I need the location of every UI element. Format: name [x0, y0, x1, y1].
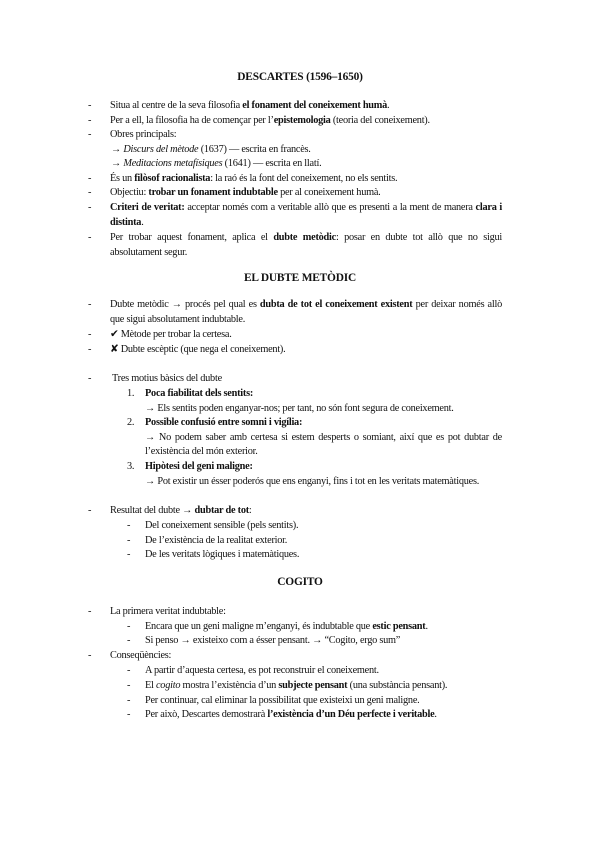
section-title: EL DUBTE METÒDIC — [244, 272, 356, 284]
sub-item: - Encara que un geni maligne m’enganyi, és indubtable que estic pensant. — [127, 621, 428, 632]
sub-item: - Del coneixement sensible (pels sentits). — [127, 520, 299, 531]
list-item: - És un filòsof racionalista: la raó és la font del coneixement, no els sentits. — [88, 173, 398, 184]
list-item: - Criteri de veritat: acceptar només com a veritable allò que es presenti a la ment de manera clara i distinta. — [88, 202, 503, 228]
section-title: COGITO — [277, 576, 323, 588]
work-item: → Discurs del mètode (1637) — escrita en francès. — [111, 144, 311, 155]
sub-item: - A partir d’aquesta certesa, es pot reconstruir el coneixement. — [127, 665, 379, 676]
sub-item: - Per continuar, cal eliminar la possibilitat que existeixi un geni maligne. — [127, 695, 420, 706]
list-item: - Obres principals: — [88, 129, 177, 140]
check-icon: ✔ — [110, 329, 119, 340]
list-item: - Situa al centre de la seva filosofia el fonament del coneixement humà. — [88, 100, 390, 111]
sub-item: - Si penso → existeixo com a ésser pensant. → “Cogito, ergo sum” — [127, 635, 401, 646]
list-item: - ✘ Dubte escèptic (que nega el coneixement). — [88, 344, 286, 355]
numbered-item: 1. Poca fiabilitat dels sentits: → Els sentits poden enganyar-nos; per tant, no són font segura de coneixement. — [127, 388, 454, 414]
list-item: - Resultat del dubte → dubtar de tot: — [88, 505, 252, 516]
work-item: → Meditacions metafísiques (1641) — escrita en llatí. — [111, 158, 322, 169]
numbered-item: 2. Possible confusió entre somni i vigília: → No podem saber amb certesa si estem desperts o somiant, així que es pot dubtar de l’existència del món exterior. — [127, 417, 502, 457]
list-item: - Per a ell, la filosofia ha de començar per l’epistemologia (teoria del coneixement). — [88, 115, 430, 126]
sub-item: - De l’existència de la realitat exterior. — [127, 535, 288, 546]
list-item: - Per trobar aquest fonament, aplica el dubte metòdic: posar en dubte tot allò que no sigui absolutament segur. — [88, 232, 502, 258]
list-item: - La primera veritat indubtable: — [88, 606, 226, 617]
page-title: DESCARTES (1596–1650) — [237, 71, 363, 83]
numbered-item: 3. Hipòtesi del geni maligne: → Pot existir un ésser poderós que ens enganyi, fins i tot en les veritats matemàtiques. — [127, 461, 480, 487]
list-item: - Tres motius bàsics del dubte — [88, 373, 222, 384]
list-item: - Objectiu: trobar un fonament indubtable per al coneixement humà. — [88, 187, 381, 198]
list-item: - Conseqüències: — [88, 650, 172, 661]
list-item: - Dubte metòdic → procés pel qual es dubta de tot el coneixement existent per deixar només allò que sigui absolutament indubtable. — [88, 299, 502, 325]
sub-item: - El cogito mostra l’existència d’un subjecte pensant (una substància pensant). — [127, 680, 448, 691]
sub-item: - De les veritats lògiques i matemàtiques. — [127, 549, 300, 560]
sub-item: - Per això, Descartes demostrarà l’existència d’un Déu perfecte i veritable. — [127, 709, 437, 720]
cross-icon: ✘ — [110, 344, 119, 355]
list-item: - ✔ Mètode per trobar la certesa. — [88, 329, 232, 340]
